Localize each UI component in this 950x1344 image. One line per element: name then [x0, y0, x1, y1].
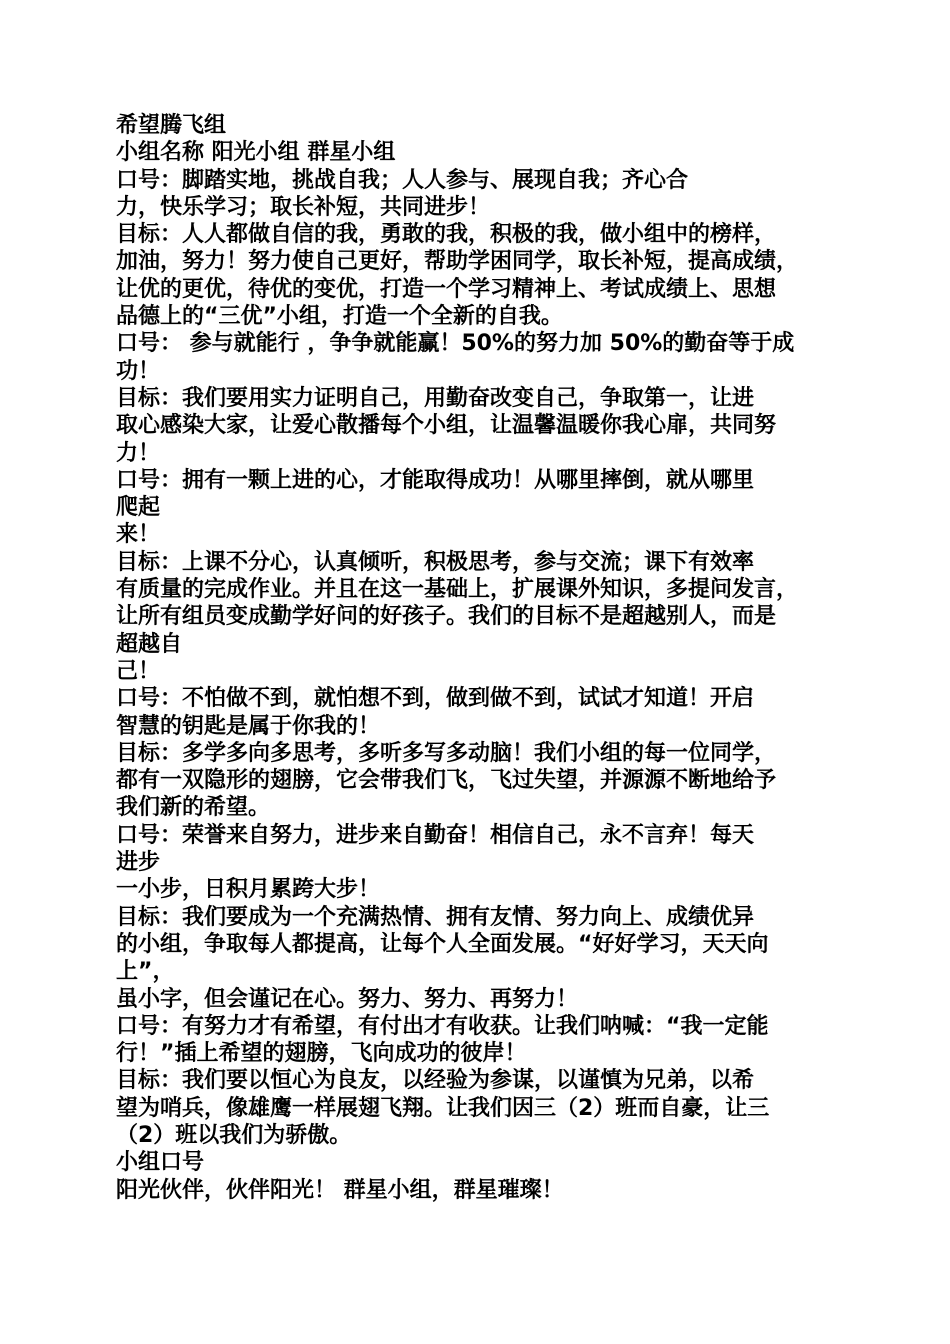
document-body — [116, 112, 846, 1204]
text-line: 让优的更优，待优的变优，打造一个学习精神上、考试成绩上、思想 — [116, 276, 777, 302]
text-line: 的小组，争取每人都提高，让每个人全面发展。“好好学习，天天向 — [116, 931, 769, 957]
text-line: 让所有组员变成勤学好问的好孩子。我们的目标不是超越别人，而是 — [116, 604, 777, 630]
text-line: 功！ — [116, 358, 161, 384]
text-line: 目标：多学多向多思考，多听多写多动脑！我们小组的每一位同学， — [116, 740, 777, 766]
text-line: 来！ — [116, 522, 161, 548]
text-line: 口号： 参与就能行 ，争争就能赢！50%的努力加 50%的勤奋等于成 — [116, 331, 795, 357]
text-line: 望为哨兵，像雄鹰一样展翅飞翔。让我们因三（2）班而自豪，让三 — [116, 1095, 770, 1121]
text-line: 目标：我们要成为一个充满热情、拥有友情、努力向上、成绩优异 — [116, 904, 755, 930]
text-line: 口号：脚踏实地，挑战自我；人人参与、展现自我；齐心合 — [116, 167, 689, 193]
text-line: 己！ — [116, 658, 161, 684]
text-line: 目标：我们要用实力证明自己，用勤奋改变自己，争取第一，让进 — [116, 385, 755, 411]
text-line: 有质量的完成作业。并且在这一基础上，扩展课外知识，多提问发言， — [116, 577, 799, 603]
text-line: 上”， — [116, 959, 175, 985]
text-line: 一小步，日积月累跨大步！ — [116, 877, 381, 903]
section-heading: 小组口号 — [116, 1150, 205, 1176]
text-line: 超越自 — [116, 631, 183, 657]
group-names-line: 小组名称 阳光小组 群星小组 — [116, 140, 396, 166]
text-line: 我们新的希望。 — [116, 795, 271, 821]
text-line: 口号：拥有一颗上进的心，才能取得成功！从哪里摔倒，就从哪里 — [116, 467, 755, 493]
text-line: 口号：荣誉来自努力，进步来自勤奋！相信自己，永不言弃！每天 — [116, 822, 755, 848]
text-line: 加油，努力！努力使自己更好，帮助学困同学，取长补短，提高成绩， — [116, 249, 799, 275]
text-line: 智慧的钥匙是属于你我的！ — [116, 713, 381, 739]
text-line: 力！ — [116, 440, 161, 466]
text-line: 取心感染大家，让爱心散播每个小组，让温馨温暖你我心扉，共同努 — [116, 413, 777, 439]
text-line: 目标：我们要以恒心为良友，以经验为参谋，以谨慎为兄弟，以希 — [116, 1068, 755, 1094]
text-line: （2）班以我们为骄傲。 — [116, 1122, 352, 1148]
text-line: 目标：人人都做自信的我，勇敢的我，积极的我，做小组中的榜样， — [116, 222, 777, 248]
text-line: 口号：不怕做不到，就怕想不到，做到做不到，试试才知道！开启 — [116, 686, 755, 712]
text-line: 目标：上课不分心，认真倾听，积极思考，参与交流；课下有效率 — [116, 549, 755, 575]
text-line: 行！”插上希望的翅膀，飞向成功的彼岸！ — [116, 1041, 527, 1067]
text-line: 虽小字，但会谨记在心。努力、努力、再努力！ — [116, 986, 579, 1012]
closing-slogan: 阳光伙伴，伙伴阳光！ 群星小组，群星璀璨！ — [116, 1177, 564, 1203]
text-line: 爬起 — [116, 495, 161, 521]
text-line: 力，快乐学习；取长补短，共同进步！ — [116, 194, 491, 220]
text-line: 品德上的“三优”小组，打造一个全新的自我。 — [116, 304, 563, 330]
text-line: 口号：有努力才有希望，有付出才有收获。让我们呐喊：“我一定能 — [116, 1013, 769, 1039]
text-line: 都有一双隐形的翅膀，它会带我们飞，飞过失望，并源源不断地给予 — [116, 768, 777, 794]
text-line: 进步 — [116, 850, 161, 876]
document-title: 希望腾飞组 — [116, 113, 227, 138]
